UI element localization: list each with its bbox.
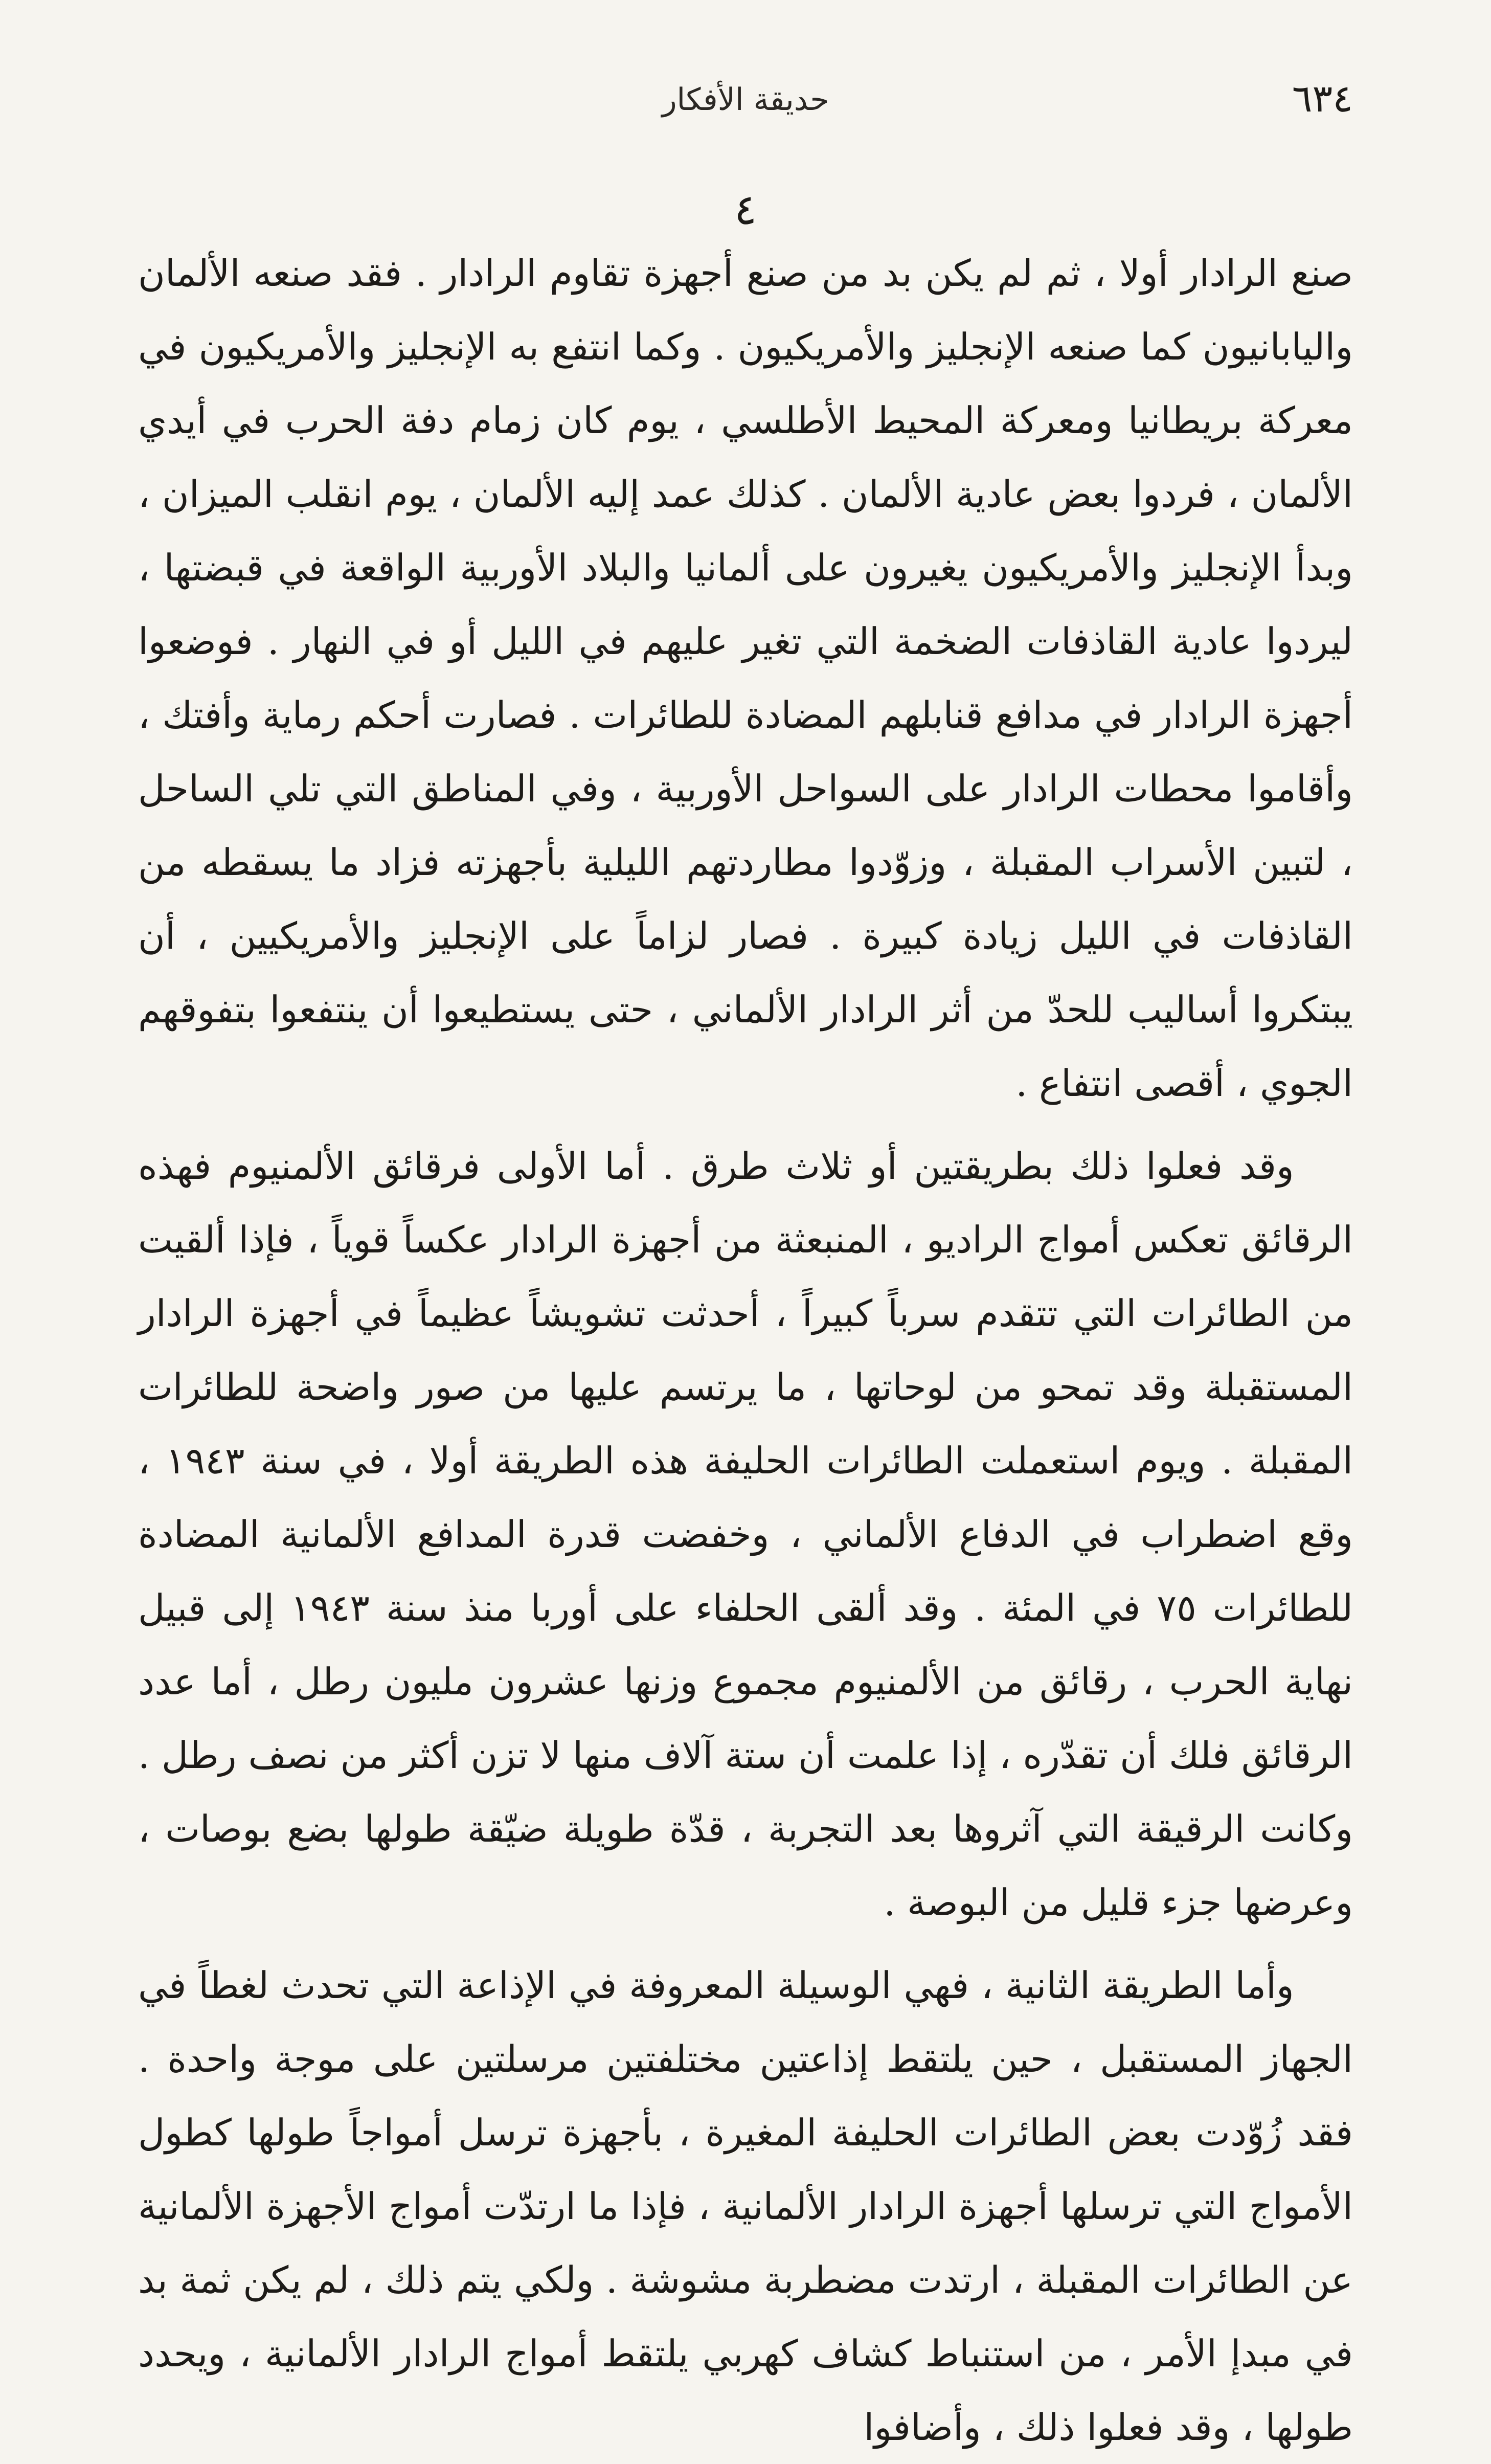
section-number: ٤ xyxy=(734,186,757,234)
body-text xyxy=(138,236,1353,2464)
paragraph: وأما الطريقة الثانية ، فهي الوسيلة المعروفة في الإذاعة التي تحدث لغطاً في الجهاز المستقبل ، حين يلتقط إذاعتين مختلفتين مرسلتين على موجة واحدة . فقد زُوّدت بعض الطائرات الحليفة المغيرة ، بأجهزة ترسل أمواجاً طولها كطول الأمواج التي ترسلها أجهزة الرادار الألمانية ، فإذا ما ارتدّت أمواج الأجهزة الألمانية عن الطائرات المقبلة ، ارتدت مضطربة مشوشة . ولكي يتم ذلك ، لم يكن ثمة بد في مبدإ الأمر ، من استنباط كشاف كهربي يلتقط أمواج الرادار الألمانية ، ويحدد طولها ، وقد فعلوا ذلك ، وأضافوا xyxy=(138,1964,1353,2449)
running-title: حديقة الأفكار xyxy=(662,82,829,118)
paragraph: وقد فعلوا ذلك بطريقتين أو ثلاث طرق . أما الأولى فرقائق الألمنيوم فهذه الرقائق تعكس أمواج الراديو ، المنبعثة من أجهزة الرادار عكساً قوياً ، فإذا ألقيت من الطائرات التي تتقدم سرباً كبيراً ، أحدثت تشويشاً عظيماً في أجهزة الرادار المستقبلة وقد تمحو من لوحاتها ، ما يرتسم عليها من صور واضحة للطائرات المقبلة . ويوم استعملت الطائرات الحليفة هذه الطريقة أولا ، في سنة ١٩٤٣ ، وقع اضطراب في الدفاع الألماني ، وخفضت قدرة المدافع الألمانية المضادة للطائرات ٧٥ في المئة . وقد ألقى الحلفاء على أوربا منذ سنة ١٩٤٣ إلى قبيل نهاية الحرب ، رقائق من الألمنيوم مجموع وزنها عشرون مليون رطل ، أما عدد الرقائق فلك أن تقدّره ، إذا علمت أن ستة آلاف منها لا تزن أكثر من نصف رطل . وكانت الرقيقة التي آثروها بعد التجربة ، قدّة طويلة ضيّقة طولها بضع بوصات ، وعرضها جزء قليل من البوصة . xyxy=(138,1145,1353,1924)
running-head xyxy=(138,77,1353,153)
paragraph: صنع الرادار أولا ، ثم لم يكن بد من صنع أجهزة تقاوم الرادار . فقد صنعه الألمان واليابانيون كما صنعه الإنجليز والأمريكيون . وكما انتفع به الإنجليز والأمريكيون في معركة بريطانيا ومعركة المحيط الأطلسي ، يوم كان زمام دفة الحرب في أيدي الألمان ، فردوا بعض عادية الألمان . كذلك عمد إليه الألمان ، يوم انقلب الميزان ، وبدأ الإنجليز والأمريكيون يغيرون على ألمانيا والبلاد الأوربية الواقعة في قبضتها ، ليردوا عادية القاذفات الضخمة التي تغير عليهم في الليل أو في النهار . فوضعوا أجهزة الرادار في مدافع قنابلهم المضادة للطائرات . فصارت أحكم رماية وأفتك ، وأقاموا محطات الرادار على السواحل الأوربية ، وفي المناطق التي تلي الساحل ، لتبين الأسراب المقبلة ، وزوّدوا مطاردتهم الليلية بأجهزته فزاد ما يسقطه من القاذفات في الليل زيادة كبيرة . فصار لزاماً على الإنجليز والأمريكيين ، أن يبتكروا أساليب للحدّ من أثر الرادار الألماني ، حتى يستطيعوا أن ينتفعوا بتفوقهم الجوي ، أقصى انتفاع . xyxy=(138,252,1353,1105)
page-number: ٦٣٤ xyxy=(1292,77,1353,121)
